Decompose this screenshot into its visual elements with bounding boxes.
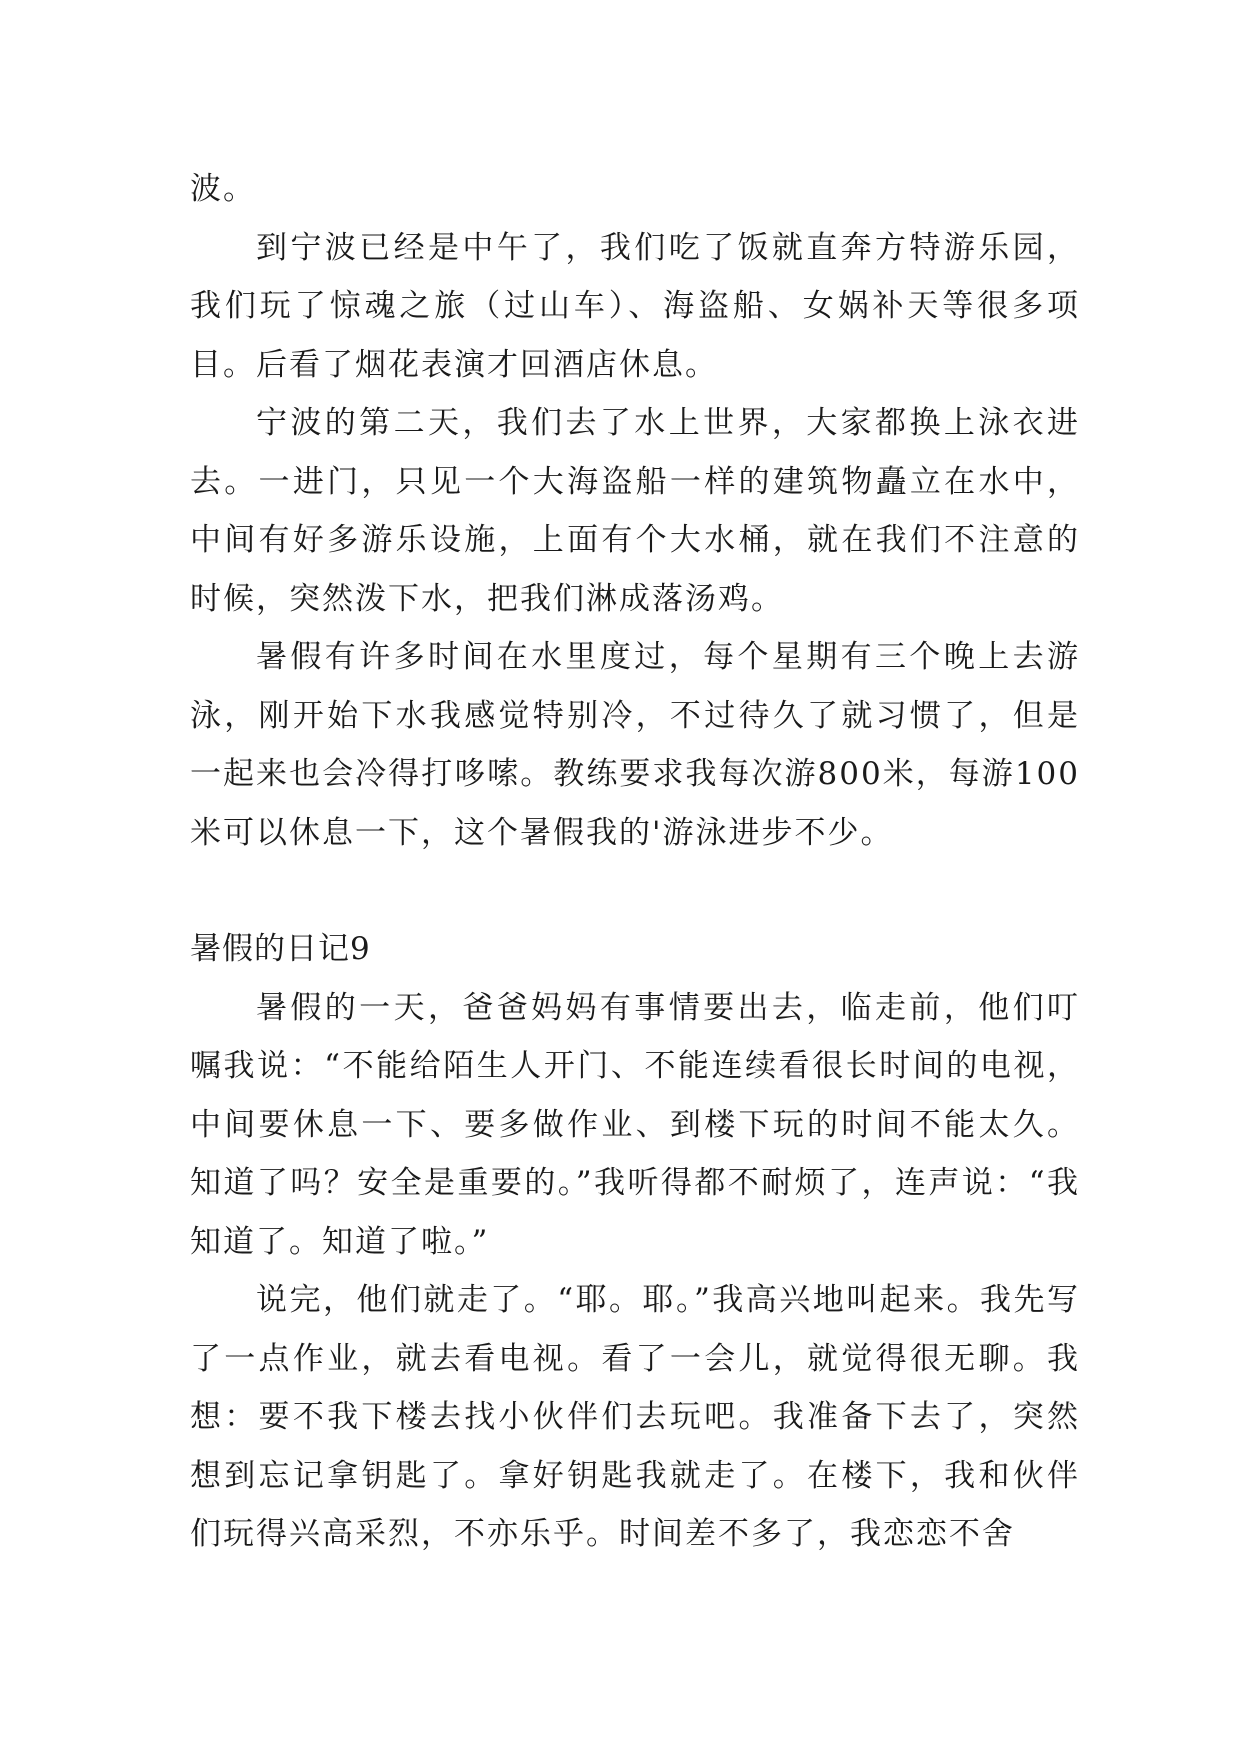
section-divider [190,862,1080,920]
diary-title: 暑假的日记9 [190,931,371,967]
paragraph-play-downstairs: 说完，他们就走了。“耶。耶。”我高兴地叫起来。我先写了一点作业，就去看电视。看了一会儿，就觉得很无聊。我想：要不我下楼去找小伙伴们去玩吧。我准备下去了，突然想到忘记拿钥匙了。拿好钥匙我就走了。在楼下，我和伙伴们玩得兴高采烈，不亦乐乎。时间差不多了，我恋恋不舍 [190,1282,1080,1552]
paragraph-fangte-park: 到宁波已经是中午了，我们吃了饭就直奔方特游乐园，我们玩了惊魂之旅（过山车）、海盗船、女娲补天等很多项目。后看了烟花表演才回酒店休息。 [190,229,1080,383]
paragraph-swimming: 暑假有许多时间在水里度过，每个星期有三个晚上去游泳，刚开始下水我感觉特别冷，不过待久了就习惯了，但是一起来也会冷得打哆嗦。教练要求我每次游800米，每游100米可以休息一下，这个暑假我的'游泳进步不少。 [190,639,1080,851]
paragraph-continuation: 波。 [190,171,256,207]
document-body [190,160,1080,1564]
paragraph-water-world: 宁波的第二天，我们去了水上世界，大家都换上泳衣进去。一进门，只见一个大海盗船一样的建筑物矗立在水中，中间有好多游乐设施，上面有个大水桶，就在我们不注意的时候，突然泼下水，把我们淋成落汤鸡。 [190,405,1080,617]
paragraph-parents-leave: 暑假的一天，爸爸妈妈有事情要出去，临走前，他们叮嘱我说：“不能给陌生人开门、不能连续看很长时间的电视，中间要休息一下、要多做作业、到楼下玩的时间不能太久。知道了吗？安全是重要的。”我听得都不耐烦了，连声说：“我知道了。知道了啦。” [190,989,1080,1260]
